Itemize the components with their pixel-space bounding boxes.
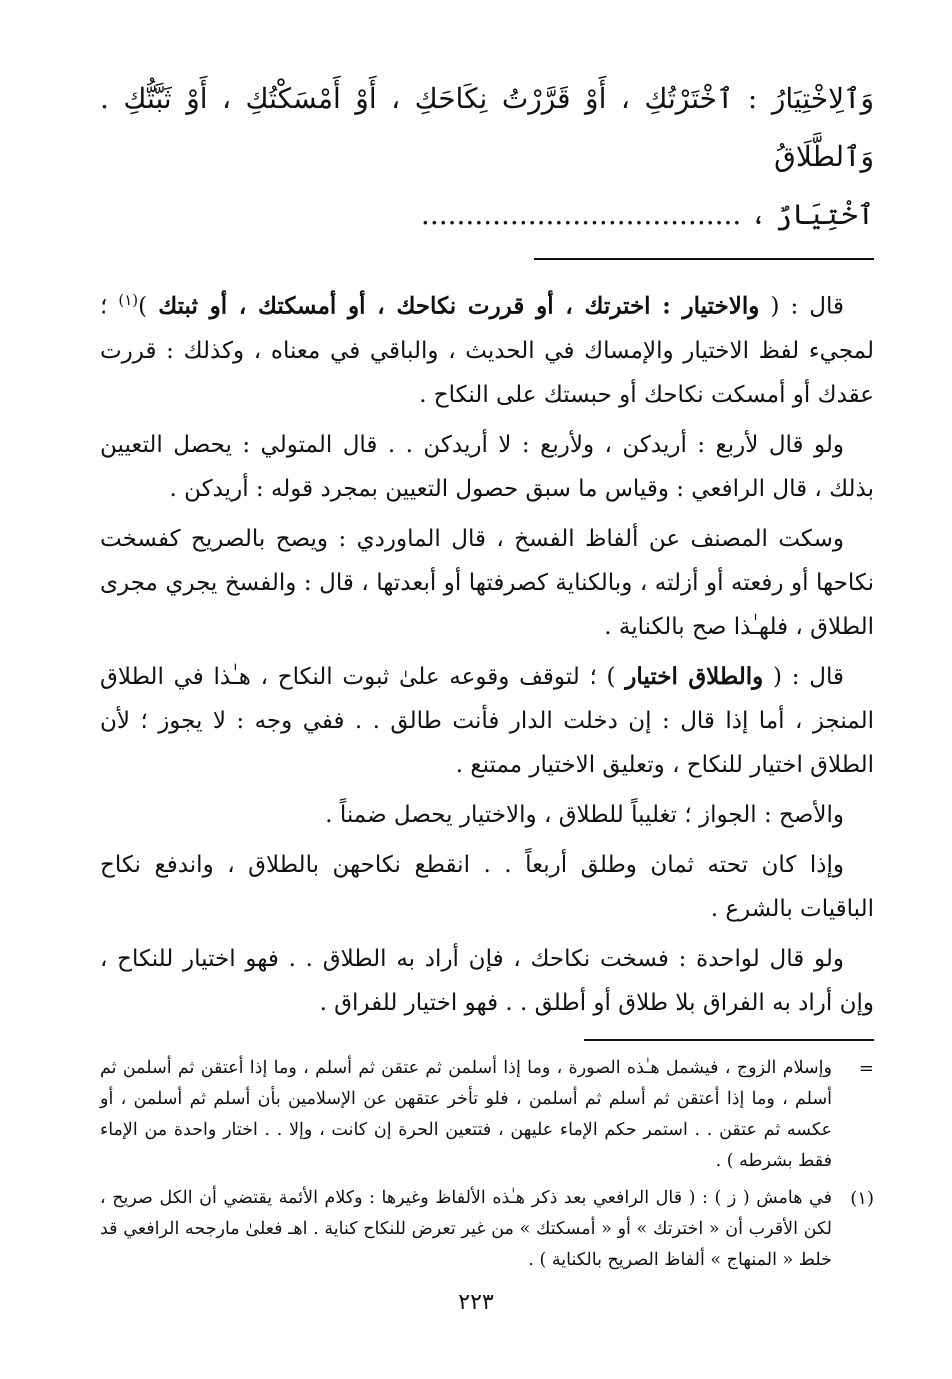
commentary-paragraph-3: وسكت المصنف عن ألفاظ الفسخ ، قال الماوردي : ويصح بالصريح كفسخت نكاحها أو رفعته أو أزلته ، وبالكناية كصرفتها أو أبعدتها ، قال : والفسخ يجري مجرى الطلاق ، فلهـٰذا صح بالكناية . bbox=[100, 525, 874, 640]
commentary-paragraph-1 bbox=[100, 278, 874, 417]
main-text-line-2-words: ٱخْتِيَارٌ ، bbox=[750, 198, 874, 231]
page-number: ٢٢٣ bbox=[458, 1290, 494, 1315]
footnote-continuation bbox=[100, 1053, 874, 1177]
commentary-paragraph-4-text: ) ؛ لتوقف وقوعه علىٰ ثبوت النكاح ، هـٰذا في الطلاق المنجز ، أما إذا قال : إن دخلت الدار فأنت طالق . . ففي وجه : لا يجوز ؛ لأن الطلاق اختيار للنكاح ، وتعليق الاختيار ممتنع . bbox=[100, 663, 874, 778]
commentary-quote-close: ) bbox=[138, 293, 159, 320]
main-text-divider bbox=[534, 258, 874, 260]
footnote-continuation-text: وإسلام الزوج ، فيشمل هـٰذه الصورة ، وما إذا أسلمن ثم عتقن ثم أسلم ، وما إذا أعتقن ثم أسلمن ثم أسلم ، وما إذا أعتقن ثم أسلم ثم أسلمن ، فلو تأخر عتقهن عن الإسلامين بأن أسلم ثم أسلمن ، أو عكسه ثم عتقن . . استمر حكم الإماء عليهن ، فتتعين الحرة إن كانت ، وإلا . . اختار واحدة من الإماء فقط بشرطه ) . bbox=[100, 1057, 832, 1171]
commentary-paragraph-7: ولو قال لواحدة : فسخت نكاحك ، فإن أراد به الطلاق . . فهو اختيار للنكاح ، وإن أراد به الفراق بلا طلاق أو أطلق . . فهو اختيار للفراق . bbox=[100, 945, 874, 1016]
main-text-line-1: وَٱلِاخْتِيَارُ : ٱخْتَرْتُكِ ، أَوْ قَرَّرْتُ نِكَاحَكِ ، أَوْ أَمْسَكْتُكِ ، أَوْ ثَبَّتُّكِ . وَٱلطَّلَاقُ bbox=[100, 82, 874, 173]
quoted-matn: والطلاق اختيار bbox=[625, 662, 764, 690]
footnote-1-text: في هامش ( ز ) : ( قال الرافعي بعد ذكر هـٰذه الألفاظ وغيرها : وكلام الأئمة يقتضي أن الكل صريح ، لكن الأقرب أن « اخترتك » أو « أمسكتك » من غير تعرض للنكاح كناية . اهـ فعلىٰ مارجحه الرافعي قد خلط « المنهاج » ألفاظ الصريح بالكناية ) . bbox=[100, 1187, 832, 1270]
footnote-1 bbox=[100, 1183, 874, 1276]
commentary-paragraph-6: وإذا كان تحته ثمان وطلق أربعاً . . انقطع نكاحهن بالطلاق ، واندفع نكاح الباقيات بالشرع . bbox=[100, 851, 874, 922]
footnote-1-number: (١) bbox=[850, 1187, 874, 1209]
quoted-matn: والاختيار : اخترتك ، أو قررت نكاحك ، أو أمسكتك ، أو ثبتك bbox=[158, 292, 760, 320]
commentary-paragraph-2: ولو قال لأربع : أريدكن ، ولأربع : لا أريدكن . . قال المتولي : يحصل التعيين بذلك ، قال الرافعي : وقياس ما سبق حصول التعيين بمجرد قوله : أريدكن . bbox=[100, 431, 874, 502]
footnote-divider bbox=[584, 1039, 874, 1041]
commentary bbox=[100, 278, 874, 1025]
main-text bbox=[100, 70, 874, 244]
main-text-line-2 bbox=[100, 186, 874, 244]
main-text-dots: .................................... bbox=[420, 198, 742, 231]
footnotes bbox=[100, 1053, 874, 1276]
continuation-mark: = bbox=[858, 1057, 874, 1079]
commentary-quote-open: قال : ( bbox=[763, 663, 844, 690]
commentary-quote-open: قال : ( bbox=[759, 293, 844, 320]
commentary-paragraph-5: والأصح : الجواز ؛ تغليباً للطلاق ، والاختيار يحصل ضمناً . bbox=[325, 801, 844, 828]
commentary-paragraph-1-text: ؛ لمجيء لفظ الاختيار والإمساك في الحديث ، والباقي في معناه ، وكذلك : قررت عقدك أو أمسكت نكاحك أو حبستك على النكاح . bbox=[100, 293, 874, 408]
footnote-ref-1[interactable]: (١) bbox=[118, 291, 139, 309]
commentary-paragraph-4 bbox=[100, 655, 874, 787]
